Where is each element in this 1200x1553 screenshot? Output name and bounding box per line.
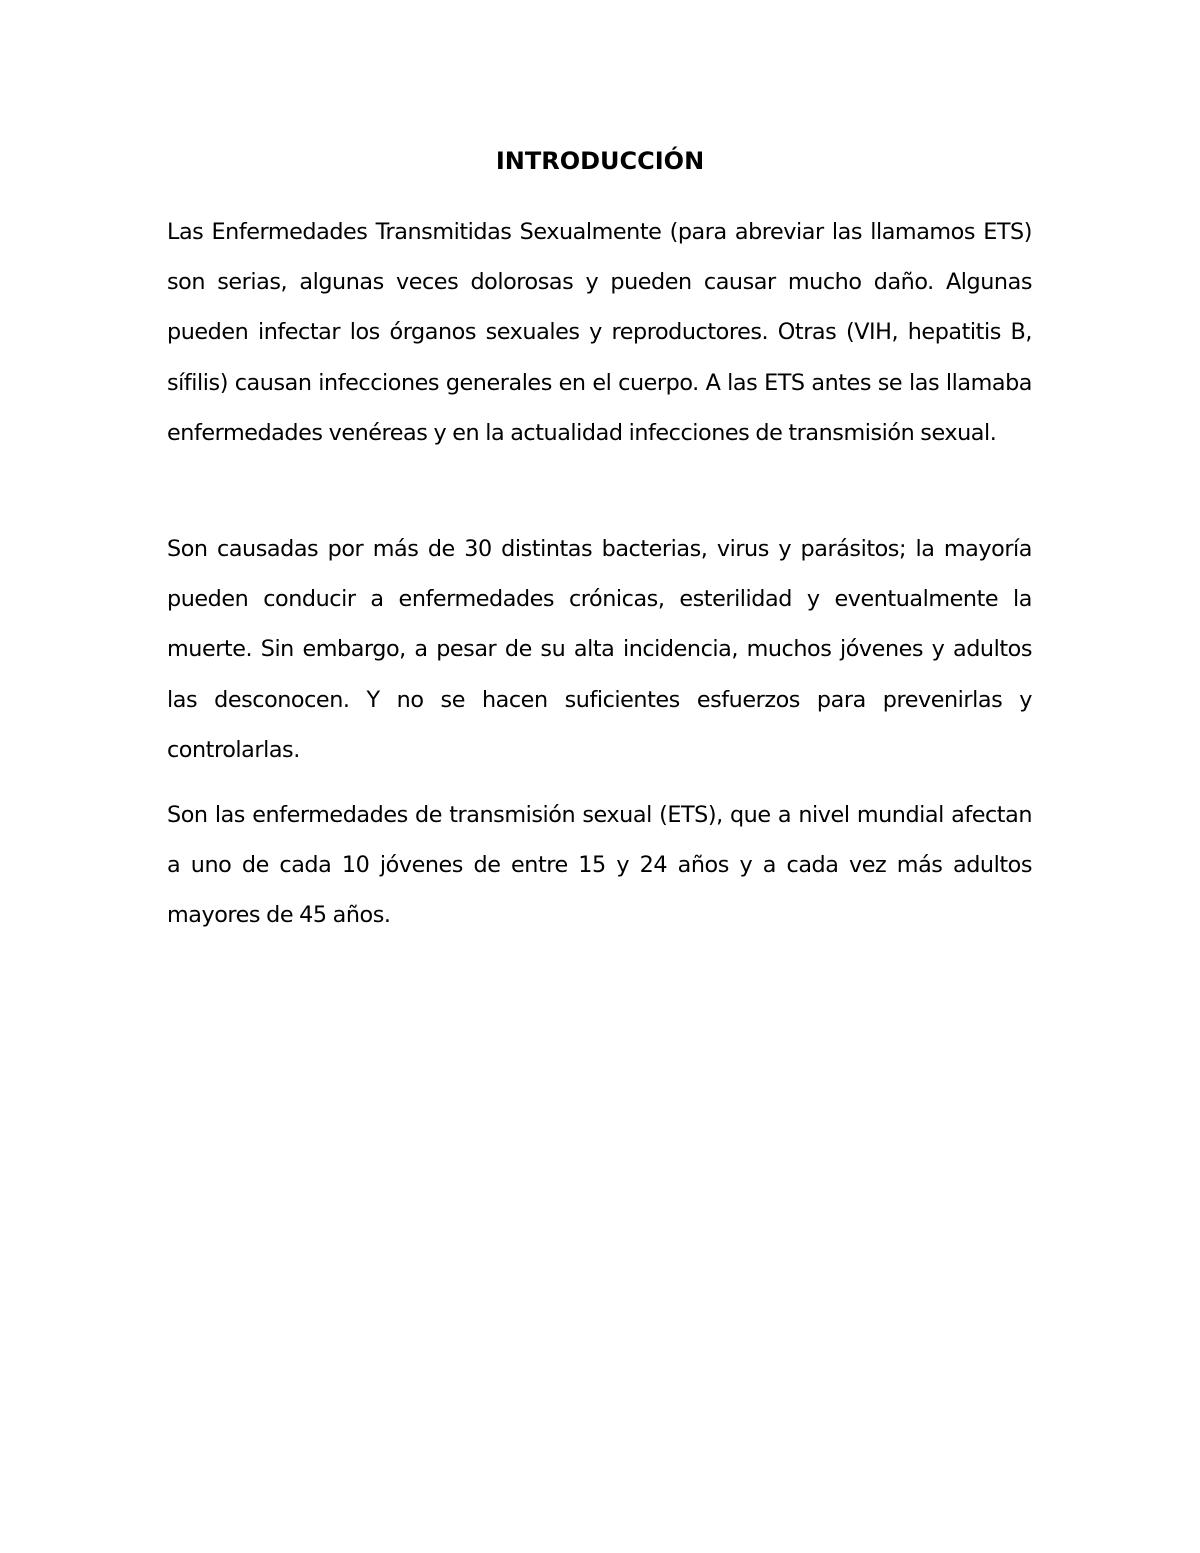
paragraph-1: Las Enfermedades Transmitidas Sexualmente (para abreviar las llamamos ETS) son serias, algunas veces dolorosas y pueden causar mucho daño. Algunas pueden infectar los órganos sexuales y reproductores. Otras (VIH, hepatitis B, sífilis) causan infecciones generales en el cuerpo. A las ETS antes se las llamaba enfermedades venéreas y en la actualidad infecciones de transmisión sexual. (167, 219, 1032, 446)
paragraph-2: Son causadas por más de 30 distintas bacterias, virus y parásitos; la mayoría pueden conducir a enfermedades crónicas, esterilidad y eventualmente la muerte. Sin embargo, a pesar de su alta incidencia, muchos jóvenes y adultos las desconocen. Y no se hacen suficientes esfuerzos para prevenirlas y controlarlas. (167, 536, 1032, 763)
paragraph-3: Son las enfermedades de transmisión sexual (ETS), que a nivel mundial afectan a uno de cada 10 jóvenes de entre 15 y 24 años y a cada vez más adultos mayores de 45 años. (167, 802, 1032, 929)
page-title: INTRODUCCIÓN (495, 147, 705, 175)
